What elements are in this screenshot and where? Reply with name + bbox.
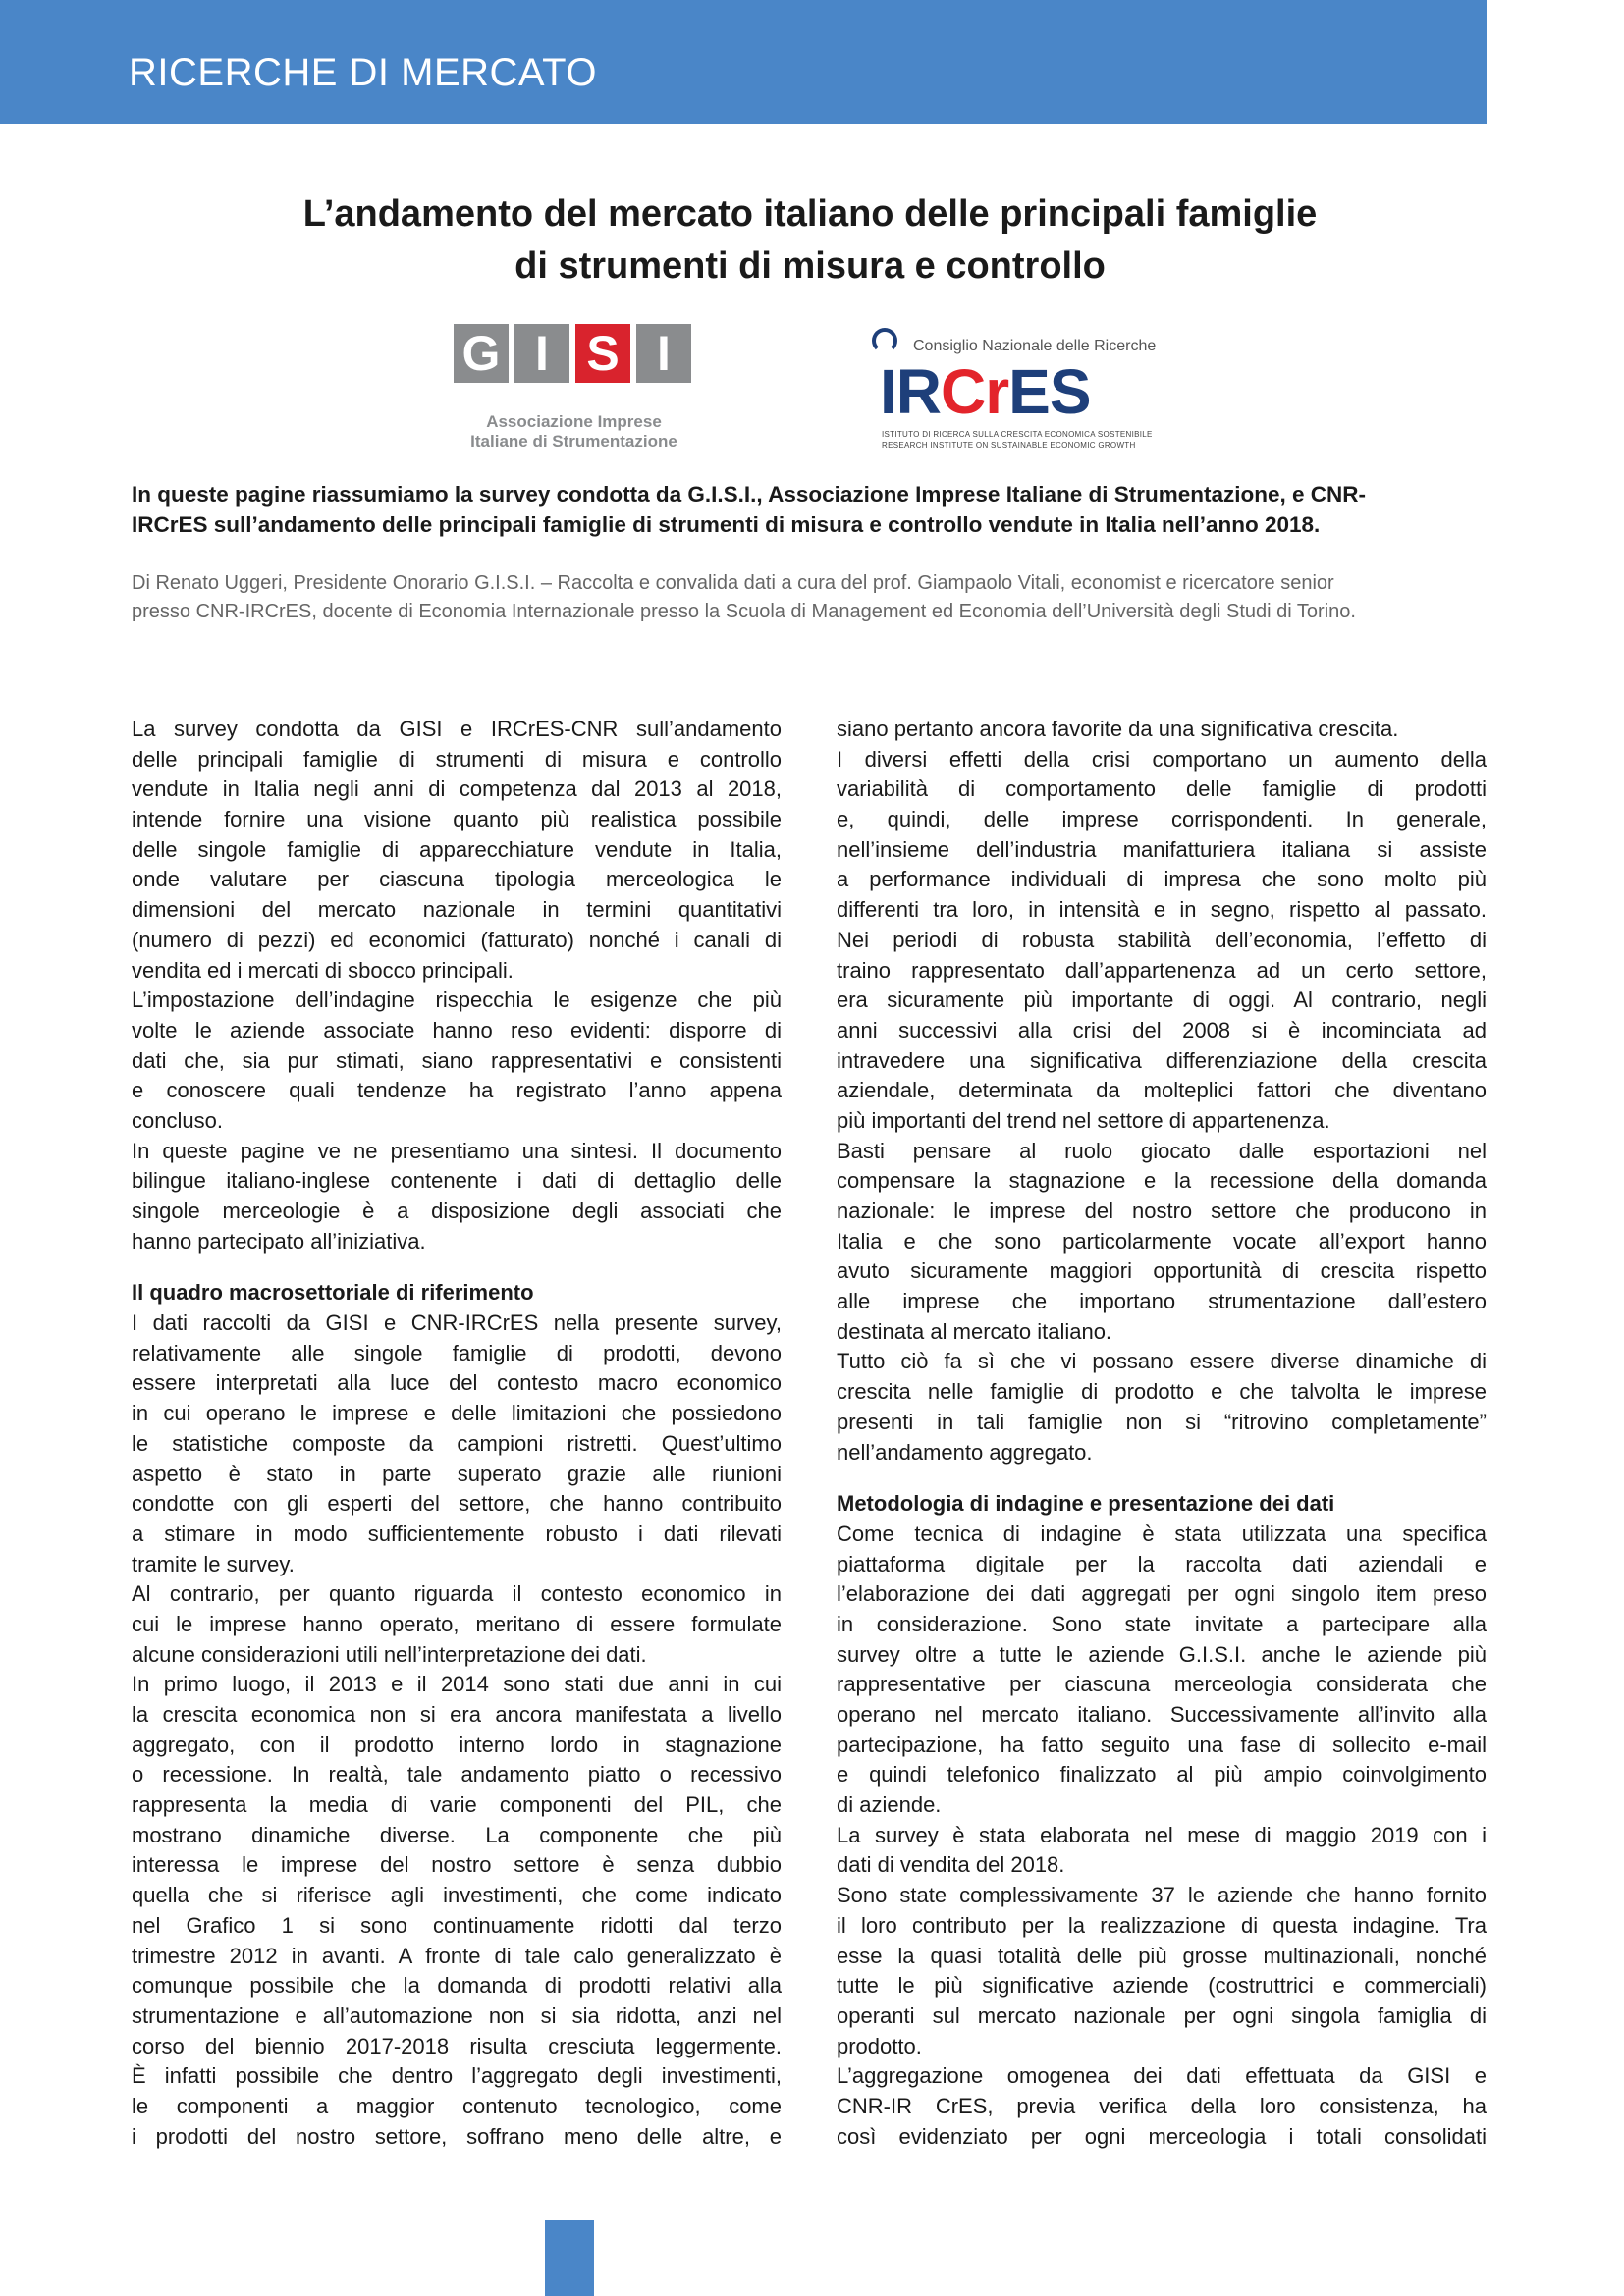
gisi-letter: I bbox=[636, 324, 691, 383]
text-line: volte le aziende associate hanno reso evidenti: disporre di bbox=[132, 1017, 782, 1042]
text-line: Italia e che sono particolarmente vocate all’export hanno bbox=[837, 1228, 1487, 1254]
paragraph bbox=[132, 1137, 782, 1257]
text-line: traino rappresentato dall’appartenenza ad un certo settore, bbox=[837, 957, 1487, 983]
section-label: RICERCHE DI MERCATO bbox=[129, 51, 597, 94]
text-line: le componenti a maggior contenuto tecnologico, come bbox=[132, 2093, 782, 2118]
intro-line: IRCrES sull’andamento delle principali famiglie di strumenti di misura e controllo vendute in Italia nell’anno 2018. bbox=[132, 512, 1321, 537]
text-line: I diversi effetti della crisi comportano un aumento della bbox=[837, 746, 1487, 772]
text-line: siano pertanto ancora favorite da una significativa crescita. bbox=[837, 717, 1399, 741]
text-line: partecipazione, ha fatto seguito una fase di sollecito e-mail bbox=[837, 1732, 1487, 1757]
text-line: nell’insieme dell’industria manifatturiera italiana si assiste bbox=[837, 836, 1487, 862]
text-line: operanti sul mercato nazionale per ogni singola famiglia di bbox=[837, 2002, 1487, 2028]
gisi-tagline: Associazione Imprese bbox=[486, 412, 662, 431]
text-line: corso del biennio 2017-2018 risulta cresciuta leggermente. bbox=[132, 2033, 782, 2058]
ircres-subtitle: RESEARCH INSTITUTE ON SUSTAINABLE ECONOMIC GROWTH bbox=[882, 441, 1136, 450]
intro-line: In queste pagine riassumiamo la survey condotta da G.I.S.I., Associazione Imprese Italiane di Strumentazione, e CNR- bbox=[132, 482, 1367, 507]
text-line: variabilità di comportamento delle famiglie di prodotti bbox=[837, 776, 1487, 802]
paragraph bbox=[837, 1347, 1487, 1468]
text-line: È infatti possibile che dentro l’aggregato degli investimenti, bbox=[132, 2063, 782, 2089]
text-line: (numero di pezzi) ed economici (fatturato) nonché i canali di bbox=[132, 927, 782, 952]
text-line: e conoscere quali tendenze ha registrato l’anno appena bbox=[132, 1078, 782, 1103]
gisi-logo bbox=[454, 324, 694, 452]
title-line: L’andamento del mercato italiano delle principali famiglie bbox=[302, 193, 1318, 235]
text-line: l’elaborazione dei dati aggregati per ogni singolo item preso bbox=[837, 1581, 1487, 1607]
text-line: di aziende. bbox=[837, 1792, 942, 1818]
text-line: piattaforma digitale per la raccolta dati aziendali e bbox=[837, 1551, 1487, 1576]
text-line: la crescita economica non si era ancora manifestata a livello bbox=[132, 1702, 782, 1727]
text-line: hanno partecipato all’iniziativa. bbox=[132, 1228, 426, 1254]
text-line: comunque possibile che la domanda di prodotti relativi alla bbox=[132, 1973, 782, 1999]
text-line: e, quindi, delle imprese corrispondenti. In generale, bbox=[837, 807, 1487, 832]
text-line: nell’andamento aggregato. bbox=[837, 1439, 1093, 1465]
text-line: nel Grafico 1 si sono continuamente ridotti dal terzo bbox=[132, 1912, 782, 1938]
intro-paragraph bbox=[132, 479, 1487, 540]
page-number-tab bbox=[545, 2220, 594, 2296]
text-line: compensare la stagnazione e la recessione della domanda bbox=[837, 1168, 1487, 1194]
text-line: In queste pagine ve ne presentiamo una sintesi. Il documento bbox=[132, 1138, 782, 1163]
text-line: in considerazione. Sono state invitate a partecipare alla bbox=[837, 1611, 1487, 1636]
title-line: di strumenti di misura e controllo bbox=[514, 245, 1106, 287]
article-title bbox=[157, 188, 1463, 293]
author-byline bbox=[132, 569, 1487, 626]
paragraph bbox=[132, 715, 782, 986]
paragraph bbox=[837, 715, 1487, 745]
text-line: era sicuramente più importante di oggi. Al contrario, negli bbox=[837, 988, 1487, 1013]
text-line: destinata al mercato italiano. bbox=[837, 1318, 1112, 1344]
paragraph bbox=[837, 1881, 1487, 2061]
text-line: Come tecnica di indagine è stata utilizzata una specifica bbox=[837, 1521, 1487, 1546]
byline-line: presso CNR-IRCrES, docente di Economia Internazionale presso la Scuola di Management ed Economia dell’Università degli Studi di Torino. bbox=[132, 601, 1356, 622]
section-heading: Il quadro macrosettoriale di riferimento bbox=[132, 1280, 534, 1306]
paragraph bbox=[837, 1520, 1487, 1821]
text-line: relativamente alle singole famiglie di prodotti, devono bbox=[132, 1340, 782, 1365]
text-line: quella che si riferisce agli investimenti, che come indicato bbox=[132, 1883, 782, 1908]
text-line: Sono state complessivamente 37 le aziende che hanno fornito bbox=[837, 1883, 1487, 1908]
text-line: differenti tra loro, in intensità e in segno, rispetto al passato. bbox=[837, 897, 1487, 923]
text-line: onde valutare per ciascuna tipologia merceologica le bbox=[132, 867, 782, 892]
gisi-letters bbox=[454, 324, 691, 383]
text-line: più importanti del trend nel settore di appartenenza. bbox=[837, 1107, 1330, 1133]
text-line: delle principali famiglie di strumenti di misura e controllo bbox=[132, 746, 782, 772]
spacer bbox=[837, 1468, 1487, 1489]
text-line: survey oltre a tutte le aziende G.I.S.I. anche le aziende più bbox=[837, 1641, 1487, 1667]
text-line: trimestre 2012 in avanti. A fronte di tale calo generalizzato è bbox=[132, 1943, 782, 1968]
text-line: I dati raccolti da GISI e CNR-IRCrES nella presente survey, bbox=[132, 1310, 782, 1336]
text-line: il loro contributo per la realizzazione di questa indagine. Tra bbox=[837, 1912, 1487, 1938]
text-line: vendita ed i mercati di sbocco principali. bbox=[132, 957, 514, 983]
text-line: alle imprese che importano strumentazione dall’estero bbox=[837, 1289, 1487, 1314]
text-line: interessa le imprese del nostro settore è senza dubbio bbox=[132, 1852, 782, 1878]
text-line: i prodotti del nostro settore, soffrano meno delle altre, e bbox=[132, 2123, 782, 2149]
text-line: a performance individuali di impresa che sono molto più bbox=[837, 867, 1487, 892]
gisi-tagline: Italiane di Strumentazione bbox=[470, 432, 677, 451]
text-line: o recessione. In realtà, tale andamento piatto o recessivo bbox=[132, 1762, 782, 1788]
text-line: operano nel mercato italiano. Successivamente all’invito alla bbox=[837, 1702, 1487, 1727]
text-line: condotte con gli esperti del settore, che hanno contribuito bbox=[132, 1491, 782, 1517]
byline-line: Di Renato Uggeri, Presidente Onorario G.I.S.I. – Raccolta e convalida dati a cura del prof. Giampaolo Vitali, economist e ricercatore senior bbox=[132, 572, 1334, 594]
gisi-letter: S bbox=[575, 324, 630, 383]
text-line: dati di vendita del 2018. bbox=[837, 1852, 1065, 1878]
text-line: CNR-IR CrES, previa verifica della loro consistenza, ha bbox=[837, 2093, 1487, 2118]
text-line: In primo luogo, il 2013 e il 2014 sono stati due anni in cui bbox=[132, 1672, 782, 1697]
left-column bbox=[132, 715, 782, 2152]
text-line: singole merceologie è a disposizione degli associati che bbox=[132, 1199, 782, 1223]
text-line: rappresenta la media di varie componenti del PIL, che bbox=[132, 1792, 782, 1818]
text-line: Al contrario, per quanto riguarda il contesto economico in bbox=[132, 1581, 782, 1607]
ircres-word-part: IR bbox=[880, 356, 941, 427]
ircres-word-part: Cr bbox=[941, 356, 1009, 427]
text-line: rappresentative per ciascuna merceologia considerata che bbox=[837, 1672, 1487, 1697]
text-line: presenti in tali famiglie non si “ritrovino completamente” bbox=[837, 1409, 1487, 1434]
ircres-logo bbox=[866, 324, 1161, 452]
text-line: Nei periodi di robusta stabilità dell’economia, l’effetto di bbox=[837, 927, 1487, 952]
gisi-letter: G bbox=[454, 324, 509, 383]
ircres-word-part: ES bbox=[1008, 356, 1091, 427]
paragraph bbox=[132, 1308, 782, 1579]
text-line: anni successivi alla crisi del 2008 si è incominciata ad bbox=[837, 1017, 1487, 1042]
text-line: aggregato, con il prodotto interno lordo in stagnazione bbox=[132, 1732, 782, 1757]
paragraph bbox=[837, 1821, 1487, 1881]
text-line: intende fornire una visione quanto più realistica possibile bbox=[132, 807, 782, 832]
text-line: a stimare in modo sufficientemente robusto i dati rilevati bbox=[132, 1521, 782, 1546]
text-line: dimensioni del mercato nazionale in termini quantitativi bbox=[132, 897, 782, 923]
text-line: esse la quasi totalità delle più grosse multinazionali, nonché bbox=[837, 1943, 1487, 1968]
text-line: prodotto. bbox=[837, 2033, 922, 2058]
cnr-label: Consiglio Nazionale delle Ricerche bbox=[913, 338, 1157, 354]
section-heading: Metodologia di indagine e presentazione dei dati bbox=[837, 1491, 1335, 1517]
text-line: aziendale, determinata da molteplici fattori che diventano bbox=[837, 1078, 1487, 1103]
text-line: cui le imprese hanno operato, meritano di essere formulate bbox=[132, 1611, 782, 1636]
text-line: delle singole famiglie di apparecchiature vendute in Italia, bbox=[132, 836, 782, 862]
text-line: così evidenziato per ogni merceologia i totali consolidati bbox=[837, 2123, 1487, 2149]
text-line: Tutto ciò fa sì che vi possano essere diverse dinamiche di bbox=[837, 1349, 1487, 1374]
text-line: e quindi telefonico finalizzato al più ampio coinvolgimento bbox=[837, 1762, 1487, 1788]
paragraph bbox=[837, 745, 1487, 1137]
text-line: essere interpretati alla luce del contesto macro economico bbox=[132, 1370, 782, 1396]
paragraph bbox=[132, 1670, 782, 2152]
text-line: crescita nelle famiglie di prodotto e che talvolta le imprese bbox=[837, 1379, 1487, 1405]
paragraph bbox=[132, 1579, 782, 1670]
text-line: avuto sicuramente maggiori opportunità di crescita rispetto bbox=[837, 1258, 1487, 1284]
text-line: bilingue italiano-inglese contenente i dati di dettaglio delle bbox=[132, 1168, 782, 1194]
paragraph bbox=[837, 2061, 1487, 2152]
ircres-wordmark bbox=[880, 357, 1091, 426]
text-line: nazionale: le imprese del nostro settore che producono in bbox=[837, 1199, 1487, 1223]
text-line: L’impostazione dell’indagine rispecchia le esigenze che più bbox=[132, 988, 782, 1013]
cnr-emblem-icon bbox=[872, 328, 897, 353]
text-line: strumentazione e all’automazione non si sia ridotta, anzi nel bbox=[132, 2002, 782, 2028]
text-line: Basti pensare al ruolo giocato dalle esportazioni nel bbox=[837, 1138, 1487, 1163]
text-line: La survey condotta da GISI e IRCrES-CNR sull’andamento bbox=[132, 717, 782, 741]
paragraph bbox=[132, 986, 782, 1136]
text-line: mostrano dinamiche diverse. La componente che più bbox=[132, 1822, 782, 1847]
paragraph bbox=[837, 1137, 1487, 1348]
gisi-letter: I bbox=[514, 324, 569, 383]
right-column bbox=[837, 715, 1487, 2152]
text-line: tramite le survey. bbox=[132, 1551, 295, 1576]
ircres-subtitle: ISTITUTO DI RICERCA SULLA CRESCITA ECONOMICA SOSTENIBILE bbox=[882, 430, 1153, 439]
text-line: alcune considerazioni utili nell’interpretazione dei dati. bbox=[132, 1641, 647, 1667]
text-line: aspetto è stato in parte superato grazie alle riunioni bbox=[132, 1461, 782, 1486]
text-line: concluso. bbox=[132, 1107, 223, 1133]
text-line: vendute in Italia negli anni di competenza dal 2013 al 2018, bbox=[132, 776, 782, 802]
spacer bbox=[132, 1256, 782, 1278]
text-line: dati che, sia pur stimati, siano rappresentativi e consistenti bbox=[132, 1047, 782, 1073]
text-line: in cui operano le imprese e delle limitazioni che possiedono bbox=[132, 1401, 782, 1426]
text-line: La survey è stata elaborata nel mese di maggio 2019 con i bbox=[837, 1822, 1487, 1847]
text-line: le statistiche composte da campioni ristretti. Quest’ultimo bbox=[132, 1430, 782, 1456]
text-line: intravedere una significativa differenziazione della crescita bbox=[837, 1047, 1487, 1073]
text-line: L’aggregazione omogenea dei dati effettuata da GISI e bbox=[837, 2063, 1487, 2089]
text-line: tutte le più significative aziende (costruttrici e commerciali) bbox=[837, 1973, 1487, 1999]
